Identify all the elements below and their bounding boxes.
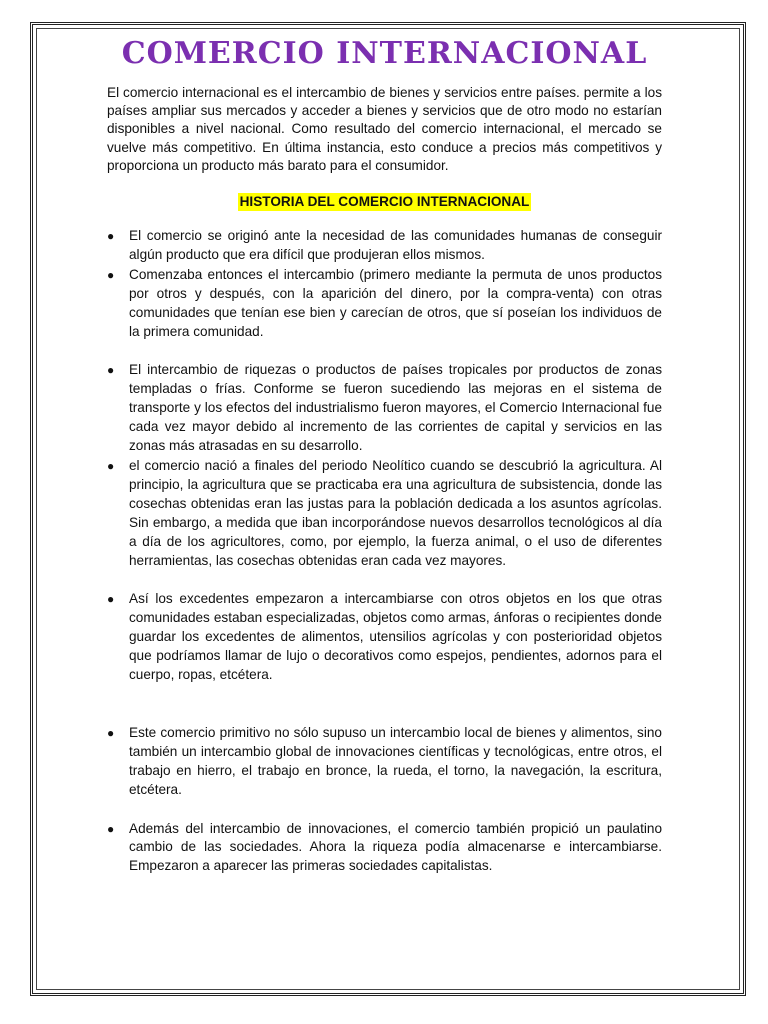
document-title: COMERCIO INTERNACIONAL xyxy=(121,36,648,71)
list-item xyxy=(107,820,662,877)
bullet-icon: ● xyxy=(107,363,115,378)
list-item-text: Así los excedentes empezaron a intercambiarse con otros objetos en los que otras comunidades estaban especializadas, objetos como armas, ánforas o recipientes donde guardar los excedentes de alimentos, utensilios agrícolas y con posterioridad objetos que podríamos llamar de lujo o decorativos como espejos, pendientes, adornos para el cuerpo, ropas, etcétera. xyxy=(129,591,662,683)
bullet-icon: ● xyxy=(107,725,115,740)
list-item xyxy=(107,590,662,685)
list-item-text: Comenzaba entonces el intercambio (primero mediante la permuta de unos productos por otros y después, con la aparición del dinero, por la compra-venta) con otras comunidades que tenían ese bien y carecían de otros, que sí poseían los individuos de la primera comunidad. xyxy=(129,266,662,339)
bullet-icon: ● xyxy=(107,821,115,836)
section-heading-wrap xyxy=(107,193,662,211)
list-item-text: el comercio nació a finales del periodo Neolítico cuando se descubrió la agricultura. Al principio, la agricultura que se practicaba era una agricultura de subsistencia, donde las cosechas obtenidas eran las justas para la población dedicada a los asuntos agrícolas. Sin embargo, a medida que iban incorporándose nuevos desarrollos tecnológicos al día a día de los agricultores, como, por ejemplo, la fuerza animal, o el uso de diferentes herramientas, las cosechas obtenidas eran cada vez mayores. xyxy=(129,457,662,568)
list-item xyxy=(107,266,662,342)
bullet-icon: ● xyxy=(107,267,115,282)
list-item-text: El comercio se originó ante la necesidad de las comunidades humanas de conseguir algún producto que era difícil que produjeran ellos mismos. xyxy=(129,228,662,262)
list-item xyxy=(107,724,662,800)
bullet-icon: ● xyxy=(107,229,115,244)
bullet-icon: ● xyxy=(107,458,115,473)
list-item xyxy=(107,457,662,570)
list-item xyxy=(107,361,662,456)
intro-paragraph: El comercio internacional es el intercambio de bienes y servicios entre países. permite a los países ampliar sus mercados y acceder a bienes y servicios que de otro modo no estarían disponibles a nivel nacional. Como resultado del comercio internacional, el mercado se vuelve más competitivo. En última instancia, esto conduce a precios más competitivos y proporciona un producto más barato para el consumidor. xyxy=(107,85,662,173)
list-item-text: Además del intercambio de innovaciones, el comercio también propició un paulatino cambio de las sociedades. Ahora la riqueza podía almacenarse e intercambiarse. Empezaron a aparecer las primeras sociedades capitalistas. xyxy=(129,820,662,874)
bullet-icon: ● xyxy=(107,592,115,607)
document-page xyxy=(107,34,662,876)
list-item xyxy=(107,227,662,265)
list-item-text: Este comercio primitivo no sólo supuso un intercambio local de bienes y alimentos, sino también un intercambio global de innovaciones científicas y tecnológicas, entre otros, el trabajo en hierro, el trabajo en bronce, la rueda, el torno, la navegación, la escritura, etcétera. xyxy=(129,724,662,797)
history-list xyxy=(107,227,662,876)
list-item-text: El intercambio de riquezas o productos de países tropicales por productos de zonas templadas o frías. Conforme se fueron sucediendo las mejoras en el sistema de transporte y los efectos del industrialismo fueron mayores, el Comercio Internacional fue cada vez mayor debido al incremento de las corrientes de capital y servicios en las zonas más atrasadas en su desarrollo. xyxy=(129,362,662,454)
section-heading: HISTORIA DEL COMERCIO INTERNACIONAL xyxy=(239,194,530,210)
